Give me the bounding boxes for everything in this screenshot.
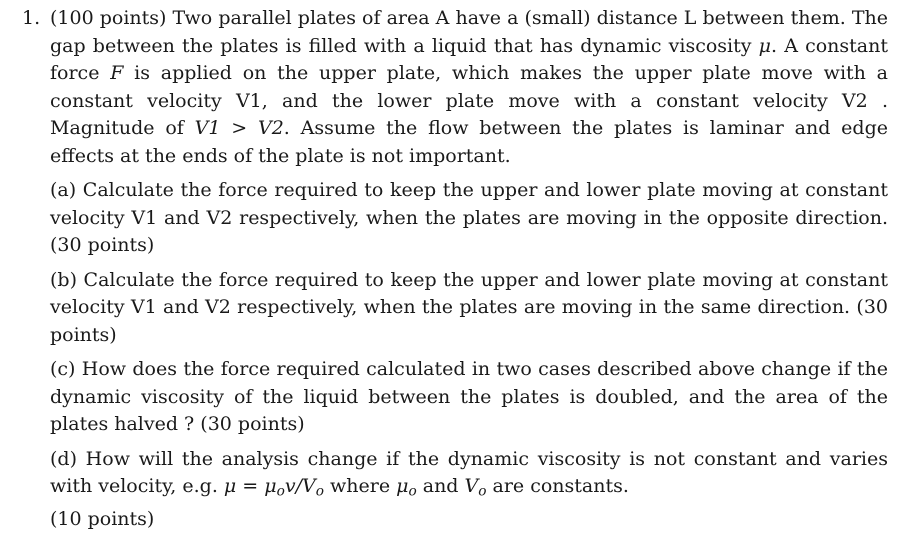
intro-text-1: (100 points) Two parallel plates of area A have a (small) distance L between them. The gap between the plates is filled with a liquid that has dynamic viscosity	[50, 7, 888, 57]
formula-subscript: o	[315, 483, 324, 500]
intro-text-4: . Assume the flow between the plates is laminar and edge effects at the ends of the plate is not important.	[50, 117, 888, 167]
v-o-symbol: V	[464, 475, 479, 497]
part-a: (a) Calculate the force required to keep the upper and lower plate moving at constant velocity V1 and V2 respectively, when the plates are moving in the opposite direction. (30 points)	[50, 179, 888, 256]
part-d	[50, 446, 888, 534]
part-c: (c) How does the force required calculated in two cases described above change if the dynamic viscosity of the liquid between the plates is doubled, and the area of the plates halved ? (30 points)	[50, 358, 888, 435]
problem-number: 1.	[22, 7, 41, 29]
part-d-text-4: are constants.	[486, 475, 629, 497]
viscosity-formula-lhs: μ = μ	[223, 475, 277, 497]
part-b: (b) Calculate the force required to keep the upper and lower plate moving at constant velocity V1 and V2 respectively, when the plates are moving in the same direction. (30 points)	[50, 268, 888, 346]
formula-subscript: o	[276, 483, 285, 500]
mu-o-symbol: μ	[396, 475, 409, 497]
intro-text-2: . A constant force	[50, 34, 888, 84]
formula-subscript: o	[408, 483, 417, 500]
problem-1	[22, 5, 888, 533]
problem-intro	[50, 5, 888, 170]
part-d-text-3: and	[416, 475, 465, 497]
viscosity-formula-rhs: v/V	[284, 475, 316, 497]
part-d-points: (10 points)	[50, 507, 155, 530]
part-d-text-1: (d) How will the analysis change if the dynamic viscosity is not constant and varies with velocity, e.g.	[50, 447, 888, 497]
mu-symbol: μ	[758, 34, 772, 57]
force-symbol: F	[110, 62, 124, 84]
part-d-text-2: where	[323, 475, 397, 497]
velocity-inequality: V1 > V2	[194, 117, 284, 139]
intro-text-3: is applied on the upper plate, which makes the upper plate move with a constant velocity V1, and the lower plate move with a constant velocity V2 . Magnitude of	[50, 62, 888, 139]
formula-subscript: o	[478, 483, 487, 500]
